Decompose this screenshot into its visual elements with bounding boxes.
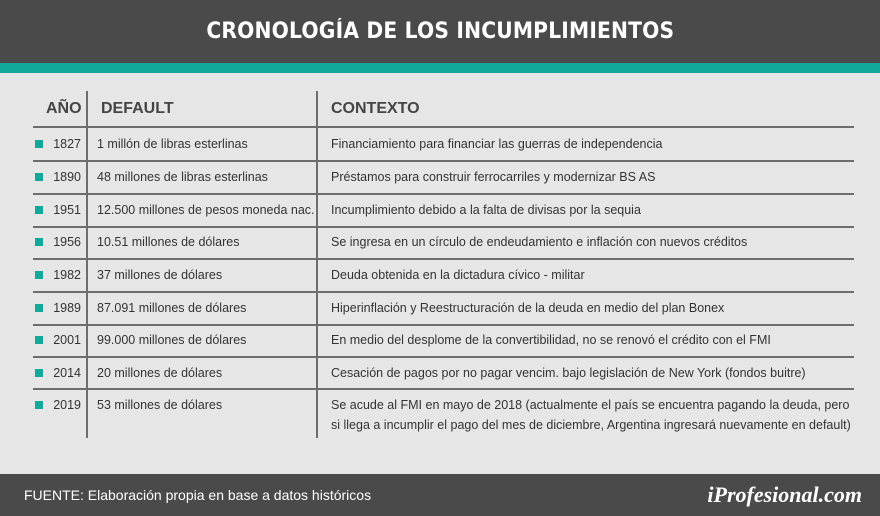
- row-default: 99.000 millones de dólares: [97, 333, 247, 347]
- footer-bar: [0, 474, 880, 516]
- column-divider: [86, 91, 88, 438]
- row-context: Incumplimiento debido a la falta de divisas por la sequia: [331, 203, 641, 217]
- row-default: 20 millones de dólares: [97, 366, 223, 380]
- row-default: 10.51 millones de dólares: [97, 235, 240, 249]
- row-context: Deuda obtenida en la dictadura cívico - militar: [331, 268, 585, 282]
- square-bullet-icon: [35, 238, 43, 246]
- row-divider: [33, 193, 854, 195]
- row-default: 12.500 millones de pesos moneda nac.: [97, 203, 315, 217]
- row-default: 53 millones de dólares: [97, 398, 223, 412]
- column-header-context: CONTEXTO: [331, 100, 420, 117]
- row-context: Se acude al FMI en mayo de 2018 (actualmente el país se encuentra pagando la deuda, pero: [331, 398, 850, 412]
- row-year: 2014: [53, 366, 81, 380]
- row-context: Cesación de pagos por no pagar vencim. bajo legislación de New York (fondos buitre): [331, 366, 806, 380]
- row-divider: [33, 324, 854, 326]
- header-bar: [0, 0, 880, 63]
- row-year: 1982: [53, 268, 81, 282]
- row-default: 1 millón de libras esterlinas: [97, 137, 248, 151]
- row-default: 37 millones de dólares: [97, 268, 223, 282]
- row-context: Se ingresa en un círculo de endeudamiento e inflación con nuevos créditos: [331, 235, 748, 249]
- row-context: Préstamos para construir ferrocarriles y modernizar BS AS: [331, 170, 656, 184]
- source-note: FUENTE: Elaboración propia en base a datos históricos: [24, 487, 372, 503]
- row-divider: [33, 258, 854, 260]
- square-bullet-icon: [35, 369, 43, 377]
- row-context: Hiperinflación y Reestructuración de la deuda en medio del plan Bonex: [331, 301, 725, 315]
- row-divider: [33, 388, 854, 390]
- header-divider: [33, 126, 854, 128]
- square-bullet-icon: [35, 140, 43, 148]
- row-divider: [33, 356, 854, 358]
- row-year: 1956: [53, 235, 81, 249]
- square-bullet-icon: [35, 401, 43, 409]
- row-default: 48 millones de libras esterlinas: [97, 170, 268, 184]
- row-year: 1989: [53, 301, 81, 315]
- row-year: 1890: [53, 170, 81, 184]
- row-year: 2019: [53, 398, 81, 412]
- square-bullet-icon: [35, 271, 43, 279]
- accent-stripe: [0, 63, 880, 73]
- row-default: 87.091 millones de dólares: [97, 301, 247, 315]
- square-bullet-icon: [35, 173, 43, 181]
- column-divider: [316, 91, 318, 438]
- row-year: 2001: [53, 333, 81, 347]
- square-bullet-icon: [35, 336, 43, 344]
- column-header-default: DEFAULT: [101, 100, 174, 117]
- row-context: Financiamiento para financiar las guerras de independencia: [331, 137, 663, 151]
- row-divider: [33, 291, 854, 293]
- square-bullet-icon: [35, 206, 43, 214]
- row-context-line-2: si llega a incumplir el pago del mes de diciembre, Argentina ingresará nuevamente en default): [331, 418, 851, 432]
- column-header-year: AÑO: [46, 100, 82, 117]
- row-year: 1827: [53, 137, 81, 151]
- row-divider: [33, 160, 854, 162]
- square-bullet-icon: [35, 304, 43, 312]
- row-year: 1951: [53, 203, 81, 217]
- brand-logo: iProfesional.com: [707, 482, 862, 507]
- row-context: En medio del desplome de la convertibilidad, no se renovó el crédito con el FMI: [331, 333, 771, 347]
- page-title: CRONOLOGÍA DE LOS INCUMPLIMIENTOS: [206, 19, 674, 44]
- row-divider: [33, 226, 854, 228]
